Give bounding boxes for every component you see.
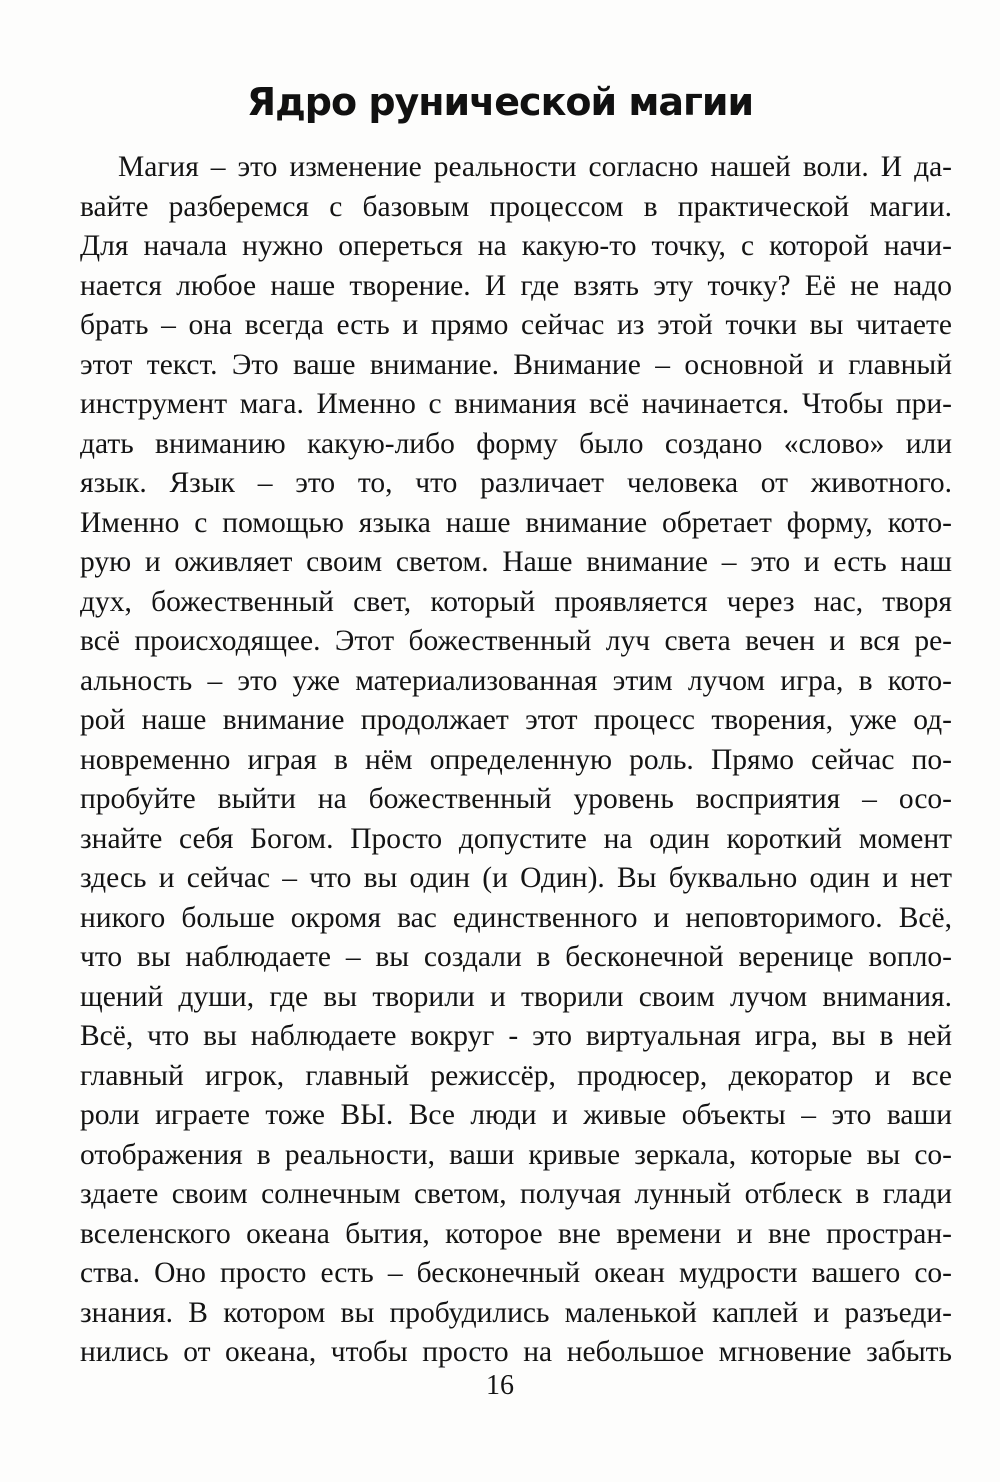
text-line: вселенского океана бытия, которое вне времени и вне простран-	[80, 1217, 952, 1250]
text-line: знания. В котором вы пробудились маленькой каплей и разъеди-	[80, 1296, 952, 1329]
text-line: пробуйте выйти на божественный уровень восприятия – осо-	[80, 783, 952, 815]
text-line: нается любое наше творение. И где взять эту точку? Её не надо	[80, 269, 952, 302]
text-line: роли играете тоже ВЫ. Все люди и живые объекты – это ваши	[80, 1099, 952, 1131]
body-text	[80, 148, 952, 1373]
text-line: инструмент мага. Именно с внимания всё начинается. Чтобы при-	[80, 388, 952, 420]
text-line: рой наше внимание продолжает этот процесс творения, уже од-	[80, 704, 952, 736]
text-line: никого больше окромя вас единственного и неповторимого. Всё,	[80, 901, 952, 934]
text-line: нились от океана, чтобы просто на небольшое мгновение забыть	[80, 1336, 952, 1368]
text-line: здаете своим солнечным светом, получая лунный отблеск в глади	[80, 1178, 952, 1210]
text-line: язык. Язык – это то, что различает человека от животного.	[80, 467, 952, 499]
page-title: Ядро рунической магии	[246, 80, 754, 124]
text-line: Всё, что вы наблюдаете вокруг - это виртуальная игра, вы в ней	[80, 1020, 952, 1052]
text-line: Именно с помощью языка наше внимание обретает форму, кото-	[80, 506, 952, 539]
text-line: новременно играя в нём определенную роль. Прямо сейчас по-	[80, 743, 952, 776]
text-line: Магия – это изменение реальности согласно нашей воли. И да-	[118, 151, 952, 183]
text-line: дух, божественный свет, который проявляется через нас, творя	[80, 585, 952, 618]
text-line: щений души, где вы творили и творили своим лучом внимания.	[80, 980, 952, 1013]
text-line: здесь и сейчас – что вы один (и Один). Вы буквально один и нет	[80, 862, 952, 894]
text-line: дать вниманию какую-либо форму было создано «слово» или	[80, 427, 952, 460]
text-line: всё происходящее. Этот божественный луч света вечен и вся ре-	[80, 625, 952, 657]
text-line: альность – это уже материализованная этим лучом игра, в кото-	[80, 664, 952, 697]
text-line: вайте разберемся с базовым процессом в практической магии.	[80, 190, 952, 223]
text-line: брать – она всегда есть и прямо сейчас из этой точки вы читаете	[80, 309, 952, 341]
text-line: Для начала нужно опереться на какую-то точку, с которой начи-	[80, 230, 952, 262]
text-line: что вы наблюдаете – вы создали в бесконечной веренице вопло-	[80, 941, 952, 973]
text-line: этот текст. Это ваше внимание. Внимание – основной и главный	[80, 348, 952, 381]
text-line: главный игрок, главный режиссёр, продюсер, декоратор и все	[80, 1059, 952, 1092]
text-line: знайте себя Богом. Просто допустите на один короткий момент	[80, 822, 952, 855]
text-line: рую и оживляет своим светом. Наше внимание – это и есть наш	[80, 546, 952, 578]
page-number: 16	[486, 1370, 514, 1401]
text-line: ства. Оно просто есть – бесконечный океан мудрости вашего со-	[80, 1257, 952, 1289]
text-line: отображения в реальности, ваши кривые зеркала, которые вы со-	[80, 1138, 952, 1171]
